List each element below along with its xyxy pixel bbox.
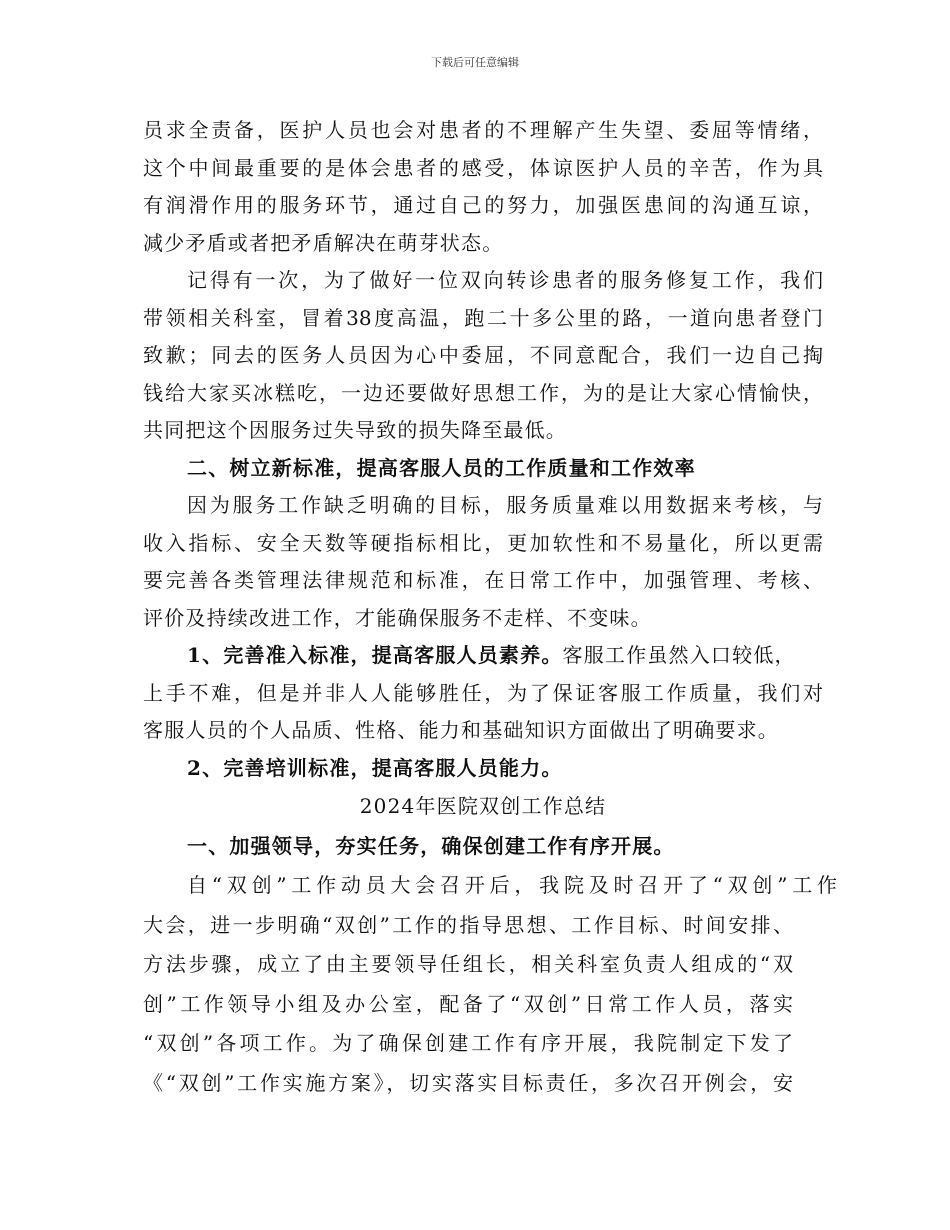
second-document [143, 787, 837, 1103]
section-heading: 二、树立新标准，提高客服人员的工作质量和工作效率 [187, 455, 696, 480]
text-line: 致歉；同去的医务人员因为心中委屈，不同意配合，我们一边自己掏 [143, 343, 823, 367]
list-item-1-text: 客服工作虽然入口较低， [562, 643, 796, 667]
text-line: 要完善各类管理法律规范和标准，在日常工作中，加强管理、考核、 [143, 568, 823, 592]
text-line: 大会，进一步明确“双创”工作的指导思想、工作目标、时间安排、 [143, 912, 793, 937]
list-item-2-title: 2、完善培训标准，提高客服人员能力。 [187, 755, 563, 780]
document-title: 2024年医院双创工作总结 [359, 794, 607, 818]
text-line: 《“双创”工作实施方案》，切实落实目标责任，多次召开例会，安 [143, 1070, 793, 1095]
text-line: “双创”各项工作。为了确保创建工作有序开展，我院制定下发了 [143, 1031, 793, 1055]
text-line: 上手不难，但是并非人人能够胜任，为了保证客服工作质量，我们对 [143, 680, 823, 705]
text-line: 记得有一次，为了做好一位双向转诊患者的服务修复工作，我们 [187, 268, 823, 292]
text-line: 这个中间最重要的是体会患者的感受，体谅医护人员的辛苦，作为具 [143, 155, 823, 180]
text-line: 评价及持续改进工作，才能确保服务不走样、不变味。 [143, 605, 652, 630]
text-line: 共同把这个因服务过失导致的损失降至最低。 [143, 418, 567, 442]
document-body [143, 112, 837, 1103]
text-line: 自“双创”工作动员大会召开后，我院及时召开了“双创”工作 [187, 873, 837, 897]
text-line: 员求全责备，医护人员也会对患者的不理解产生失望、委屈等情绪， [143, 118, 823, 142]
list-item-1 [143, 637, 823, 675]
text-line: 客服人员的个人品质、性格、能力和基础知识方面做出了明确要求。 [143, 718, 779, 742]
text-line: 收入指标、安全天数等硬指标相比，更加软性和不易量化，所以更需 [143, 530, 823, 555]
text-line: 方法步骤，成立了由主要领导任组长，相关科室负责人组成的“双 [143, 952, 793, 976]
text-line: 钱给大家买冰糕吃，一边还要做好思想工作，为的是让大家心情愉快， [143, 380, 823, 405]
text-line: 创”工作领导小组及办公室，配备了“双创”日常工作人员，落实 [143, 991, 793, 1016]
text-line: 因为服务工作缺乏明确的目标，服务质量难以用数据来考核，与 [187, 493, 823, 517]
page-header: 下载后可任意编辑 [431, 56, 519, 69]
text-line: 有润滑作用的服务环节，通过自己的努力，加强医患间的沟通互谅， [143, 193, 823, 217]
text-line: 减少矛盾或者把矛盾解决在萌芽状态。 [143, 230, 504, 255]
section-heading: 一、加强领导，夯实任务，确保创建工作有序开展。 [187, 833, 675, 858]
text-line: 带领相关科室，冒着38度高温，跑二十多公里的路，一道向患者登门 [143, 305, 823, 330]
list-item-1-title: 1、完善准入标准，提高客服人员素养。 [187, 643, 563, 667]
